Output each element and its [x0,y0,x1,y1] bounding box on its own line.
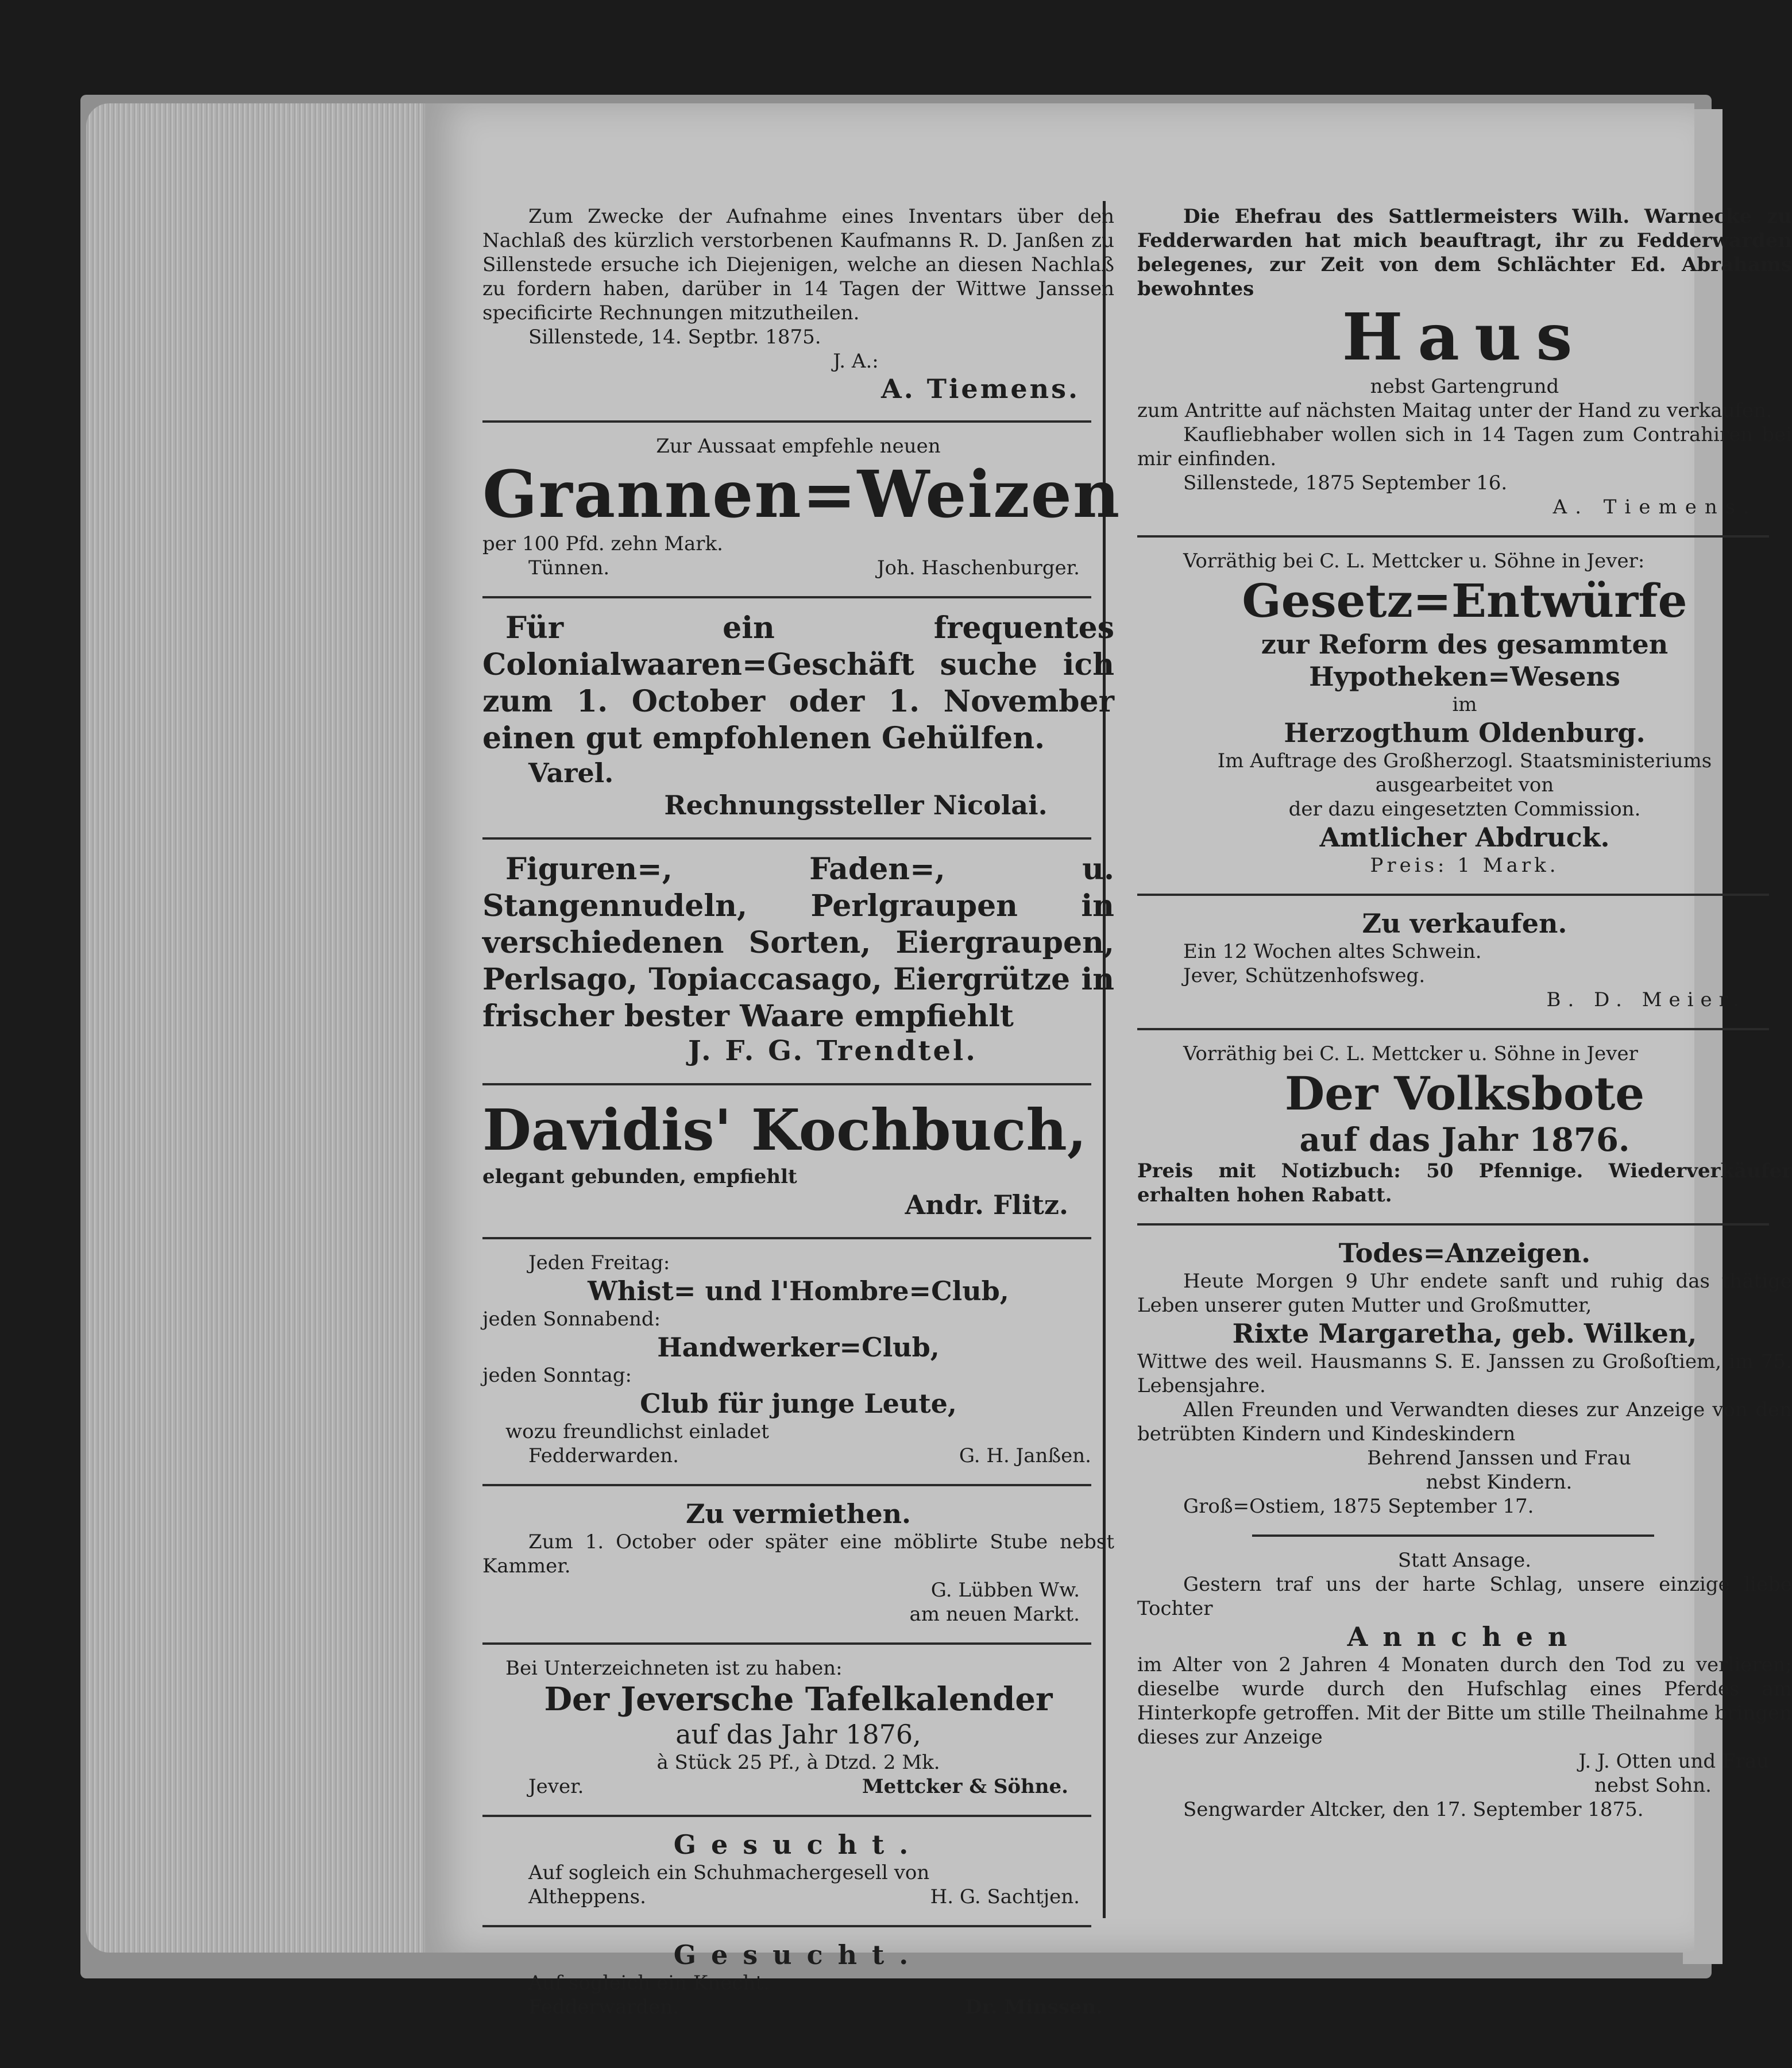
ad-headline: Zu vermiethen. [685,1498,912,1529]
ad-headline: Der Jeversche Tafelkalender [544,1680,1053,1718]
ad-signature: G. Lübben Ww. [930,1579,1080,1602]
ad-sub: auf das Jahr 1876. [1299,1121,1630,1159]
ad-body: Ein 12 Wochen altes Schwein. [1183,940,1482,963]
ad-official: Amtlicher Abdruck. [1319,822,1610,853]
ad-sub: auf das Jahr 1876, [675,1719,921,1750]
ad-body: Auf sogleich ein Knecht. [528,1972,770,1994]
ad-signature: Andr. Flitz. [905,1189,1068,1220]
ad-sub: elegant gebunden, empfiehlt [482,1165,797,1188]
ad-divider [1137,1223,1769,1226]
ad-sub-3: Herzogthum Oldenburg. [1284,717,1646,748]
ad-signature: G. H. Janßen. [959,1444,1091,1467]
ad-divider [482,1642,1091,1645]
ad-headline: Gesucht. [673,1939,924,1970]
ad-body: Die Ehefrau des Sattlermeisters Wilh. Warnecke zu Fedderwarden hat mich beauftragt, ihr zu Fedderwarden belegenes, zur Zeit von dem Schlächter Ed. Abrahams bewohntes [1137,205,1792,300]
ad-body: Figuren=, Faden=, u. Stangennudeln, Perlgraupen in verschiedenen Sorten, Eiergraupen, Perlsago, Topiaccasago, Eiergrütze in frischer bester Waare empfiehlt [482,852,1114,1034]
ad-body: Für ein frequentes Colonialwaaren=Geschäft suche ich zum 1. October oder 1. November einen gut empfohlenen Gehülfen. [482,610,1114,756]
ad-body-2: Wittwe des weil. Hausmanns S. E. Janssen zu Großoſtiem, im 75. Lebensjahre. [1137,1350,1792,1397]
ad-headline: Todes=Anzeigen. [1338,1238,1591,1269]
ad-headline: Davidis' Kochbuch, [482,1097,1087,1164]
ad-body-3: Kaufliebhaber wollen sich in 14 Tagen zum Contrahiren bei mir einfinden. [1137,423,1792,470]
ad-club-name: Handwerker=Club, [657,1332,940,1363]
ad-place: Jever. [528,1775,584,1798]
ad-place-date: Sengwarder Altcker, den 17. September 1875. [1183,1798,1644,1821]
ad-signature: Mettcker & Söhne. [862,1775,1068,1798]
ad-headline: Gesetz=Entwürfe [1242,574,1687,628]
ad-pre-signature: J. A.: [833,350,879,373]
ad-divider [1137,894,1769,896]
ad-gehulfe [482,606,1114,827]
ad-divider [482,596,1091,598]
ad-invite: wozu freundlichst einladet [505,1420,769,1443]
ad-price: per 100 Pfd. zehn Mark. [482,532,723,555]
ad-gesucht-1 [482,1825,1114,1915]
ad-annchen [1137,1545,1792,1827]
ad-name: Annchen [1347,1621,1582,1652]
ad-body-3: Allen Freunden und Verwandten dieses zur Anzeige von den betrübten Kindern und Kindeskindern [1137,1398,1792,1445]
ad-signature: J. F. G. Trendtel. [688,1035,978,1067]
ad-intro: Vorräthig bei C. L. Mettcker u. Söhne in Jever [1183,1042,1638,1065]
ad-place: Tünnen. [528,556,610,579]
ad-gesetz [1137,546,1792,883]
ad-signature: Joh. Haschenburger. [876,556,1080,579]
ad-headline: Grannen=Weizen [482,457,1121,532]
ad-signature-line2: am neuen Markt. [909,1603,1080,1626]
ad-divider [1137,535,1769,538]
ad-line: jeden Sonntag: [482,1364,632,1387]
ad-divider [482,1925,1091,1927]
ad-price: Preis: 1 Mark. [1370,854,1559,877]
ad-sub: zur Reform des gesammten Hypotheken=Wesens [1261,629,1669,692]
ad-signature-line2: nebst Sohn. [1594,1774,1712,1797]
ad-line: jeden Sonnabend: [482,1308,661,1331]
ad-volksbote [1137,1038,1792,1213]
ad-headline: Zu verkaufen. [1362,908,1567,939]
ad-gesucht-2 [482,1935,1114,2025]
ad-divider [1252,1534,1654,1537]
ad-signature-line2: nebst Kindern. [1426,1471,1573,1494]
ad-todes [1137,1234,1792,1524]
ad-signature: A. Tiemens. [881,373,1080,404]
ad-signature: B. D. Meier. [1546,988,1746,1011]
ad-vermiethen [482,1494,1114,1632]
ad-divider [482,837,1091,840]
ad-body-2: ausgearbeitet von [1375,774,1554,797]
ad-signature: J. J. Otten und Frau [1578,1750,1769,1773]
ad-club-name: Club für junge Leute, [640,1388,957,1419]
ad-body: Gestern traf uns der harte Schlag, unsere einzige liebe Tochter [1137,1573,1792,1620]
ad-schwein [1137,904,1792,1018]
ad-nudeln [482,848,1114,1073]
ad-divider [482,1815,1091,1817]
newspaper-page [425,103,1792,2019]
ad-body: Heute Morgen 9 Uhr endete sanft und ruhig das thätige Leben unserer guten Mutter und Großmutter, [1137,1270,1792,1317]
ad-intro: Zur Aussaat empfehle neuen [656,435,941,458]
ad-body: Preis mit Notizbuch: 50 Pfennige. Wiederverkäufer erhalten hohen Rabatt. [1137,1159,1792,1207]
ad-divider [482,420,1091,423]
ad-place: Varel. [528,757,614,788]
ad-place: Fedderwarden. [528,1444,679,1467]
ad-kochbuch [482,1093,1114,1227]
ad-place-date: Sillenstede, 14. Septbr. 1875. [528,326,821,349]
ad-intro: Bei Unterzeichneten ist zu haben: [505,1657,843,1680]
left-column [482,201,1121,2019]
ad-club [482,1247,1114,1474]
ad-headline: Der Volksbote [1284,1066,1645,1120]
page-edges [86,103,425,1953]
ad-body-3: der dazu eingesetzten Commission. [1288,798,1641,821]
ad-sub: nebst Gartengrund [1370,375,1559,398]
ad-place: Fedderwarden. [528,1996,679,2019]
ad-place: Altheppens. [528,1885,646,1908]
ad-kalender [482,1653,1114,1804]
ad-signature: Rechnungssteller Nicolai. [664,790,1048,821]
ad-place-date: Groß=Ostiem, 1875 September 17. [1183,1495,1534,1518]
ad-headline: Gesucht. [673,1829,924,1860]
ad-line: Jeden Freitag: [528,1251,670,1274]
ad-divider [482,1484,1091,1486]
right-column [1137,201,1792,1895]
ad-place: Jever, Schützenhofsweg. [1183,964,1426,987]
ad-body: Zum 1. October oder später eine möblirte Stube nebst Kammer. [482,1530,1114,1578]
ad-sub-2: im [1452,693,1477,716]
ad-weizen [482,431,1121,586]
ad-signature: H. G. Sachtjen. [930,1885,1080,1908]
ad-headline: Haus [1342,300,1588,375]
ad-signature: A. Tiemens. [1552,496,1758,519]
ad-haus [1137,201,1792,525]
ad-body-2: zum Antritte auf nächsten Maitag unter der Hand zu verkaufen. [1137,399,1772,422]
ad-body: Auf sogleich ein Schuhmachergesell von [528,1861,930,1884]
ad-divider [1137,1028,1769,1030]
ad-inventory [482,201,1114,410]
ad-divider [482,1237,1091,1239]
ad-name: Rixte Margaretha, geb. Wilken, [1232,1318,1697,1349]
ad-body: Im Auftrage des Großherzogl. Staatsministeriums [1217,749,1712,772]
ad-divider [482,1083,1091,1085]
ad-signature: Behrend Janssen und Frau [1367,1447,1631,1470]
ad-body-2: im Alter von 2 Jahren 4 Monaten durch den Tod zu verlieren; dieselbe wurde durch den Hufschlag eines Pferdes am Hinterkopfe getroffen. Mit der Bitte um stille Theilnahme bringen dieses zur Anzeige [1137,1653,1792,1749]
ad-place-date: Sillenstede, 1875 September 16. [1183,471,1508,494]
ad-body: Zum Zwecke der Aufnahme eines Inventars über den Nachlaß des kürzlich verstorbenen Kaufmanns R. D. Janßen zu Sillenstede ersuche ich Diejenigen, welche an diesen Nachlaß zu fordern haben, darüber in 14 Tagen der Wittwe Janssen specificirte Rechnungen mitzutheilen. [482,205,1114,324]
ad-price: à Stück 25 Pf., à Dtzd. 2 Mk. [656,1751,940,1774]
ad-signature: Dr. Minssen. [965,1996,1103,2019]
ad-intro: Statt Ansage. [1397,1549,1532,1572]
ad-intro: Vorräthig bei C. L. Mettcker u. Söhne in Jever: [1183,550,1645,573]
ad-club-name: Whist= und l'Hombre=Club, [588,1275,1009,1306]
